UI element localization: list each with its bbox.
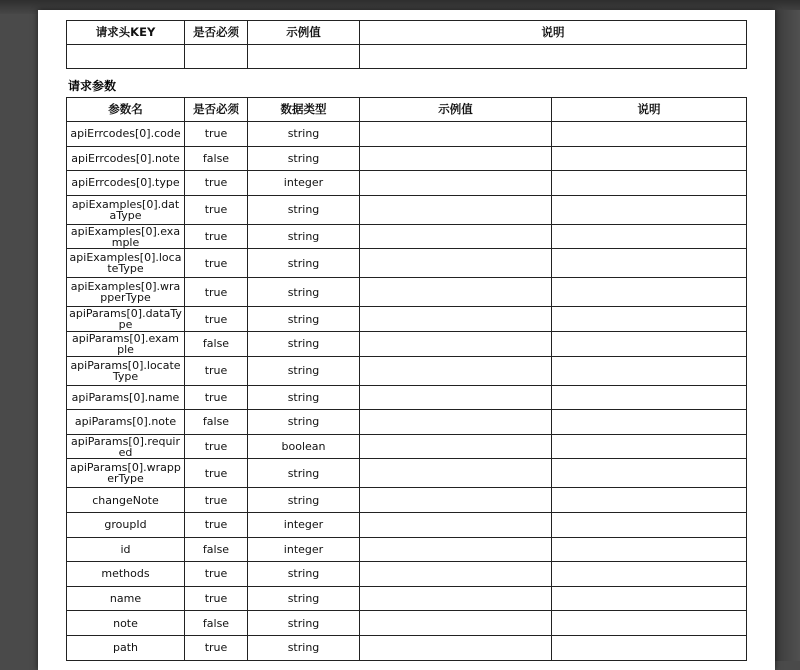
col-header-required: 是否必须 — [185, 21, 248, 45]
description-cell — [552, 586, 747, 611]
param-name-cell: apiExamples[0].locateType — [67, 249, 185, 278]
table-row — [67, 459, 747, 488]
data-type-cell: string — [248, 459, 360, 488]
param-name-cell: changeNote — [67, 488, 185, 513]
data-type-cell: integer — [248, 171, 360, 196]
table-row — [67, 249, 747, 278]
description-cell — [552, 307, 747, 332]
example-cell — [360, 410, 552, 435]
header-example-cell — [248, 45, 360, 69]
table-row — [67, 146, 747, 171]
example-cell — [360, 488, 552, 513]
example-cell — [360, 611, 552, 636]
required-cell: true — [185, 224, 248, 249]
data-type-cell: string — [248, 278, 360, 307]
table-row — [67, 278, 747, 307]
data-type-cell: integer — [248, 537, 360, 562]
table-row — [67, 224, 747, 249]
required-cell: true — [185, 586, 248, 611]
param-name-cell: groupId — [67, 512, 185, 537]
param-name-cell: apiExamples[0].wrapperType — [67, 278, 185, 307]
table-row — [67, 307, 747, 332]
data-type-cell: string — [248, 385, 360, 410]
header-table-row — [67, 45, 747, 69]
description-cell — [552, 562, 747, 587]
params-table-head-row — [67, 98, 747, 122]
description-cell — [552, 122, 747, 147]
example-cell — [360, 249, 552, 278]
document-page — [38, 10, 775, 670]
param-name-cell: apiErrcodes[0].note — [67, 146, 185, 171]
data-type-cell: integer — [248, 512, 360, 537]
data-type-cell: string — [248, 410, 360, 435]
example-cell — [360, 635, 552, 660]
data-type-cell: string — [248, 249, 360, 278]
description-cell — [552, 410, 747, 435]
description-cell — [552, 224, 747, 249]
required-cell: true — [185, 488, 248, 513]
data-type-cell: string — [248, 562, 360, 587]
data-type-cell: string — [248, 488, 360, 513]
col-description: 说明 — [552, 98, 747, 122]
required-cell: true — [185, 171, 248, 196]
example-cell — [360, 512, 552, 537]
table-row — [67, 356, 747, 385]
required-cell: true — [185, 562, 248, 587]
example-cell — [360, 146, 552, 171]
col-example: 示例值 — [360, 98, 552, 122]
data-type-cell: string — [248, 307, 360, 332]
param-name-cell: apiParams[0].example — [67, 331, 185, 356]
example-cell — [360, 278, 552, 307]
request-params-table — [66, 97, 747, 661]
description-cell — [552, 146, 747, 171]
col-required: 是否必须 — [185, 98, 248, 122]
header-description-cell — [360, 45, 747, 69]
description-cell — [552, 385, 747, 410]
col-data-type: 数据类型 — [248, 98, 360, 122]
required-cell: true — [185, 278, 248, 307]
example-cell — [360, 171, 552, 196]
param-name-cell: apiParams[0].dataType — [67, 307, 185, 332]
description-cell — [552, 434, 747, 459]
table-row — [67, 488, 747, 513]
required-cell: true — [185, 635, 248, 660]
required-cell: true — [185, 122, 248, 147]
example-cell — [360, 385, 552, 410]
param-name-cell: id — [67, 537, 185, 562]
param-name-cell: apiExamples[0].dataType — [67, 195, 185, 224]
data-type-cell: string — [248, 195, 360, 224]
table-row — [67, 611, 747, 636]
table-row — [67, 385, 747, 410]
table-row — [67, 195, 747, 224]
param-name-cell: apiParams[0].required — [67, 434, 185, 459]
param-name-cell: apiParams[0].locateType — [67, 356, 185, 385]
table-row — [67, 410, 747, 435]
param-name-cell: apiParams[0].note — [67, 410, 185, 435]
example-cell — [360, 195, 552, 224]
description-cell — [552, 459, 747, 488]
table-row — [67, 537, 747, 562]
required-cell: true — [185, 249, 248, 278]
col-param-name: 参数名 — [67, 98, 185, 122]
viewer-side-margin — [775, 10, 800, 661]
description-cell — [552, 171, 747, 196]
example-cell — [360, 356, 552, 385]
param-name-cell: apiErrcodes[0].code — [67, 122, 185, 147]
table-row — [67, 512, 747, 537]
required-cell: true — [185, 459, 248, 488]
required-cell: true — [185, 307, 248, 332]
param-name-cell: apiParams[0].name — [67, 385, 185, 410]
header-key-cell — [67, 45, 185, 69]
description-cell — [552, 278, 747, 307]
example-cell — [360, 586, 552, 611]
description-cell — [552, 356, 747, 385]
data-type-cell: string — [248, 611, 360, 636]
col-header-key: 请求头KEY — [67, 21, 185, 45]
param-name-cell: methods — [67, 562, 185, 587]
example-cell — [360, 459, 552, 488]
required-cell: false — [185, 611, 248, 636]
description-cell — [552, 249, 747, 278]
required-cell: true — [185, 512, 248, 537]
required-cell: false — [185, 410, 248, 435]
param-name-cell: apiExamples[0].example — [67, 224, 185, 249]
table-row — [67, 434, 747, 459]
example-cell — [360, 307, 552, 332]
table-row — [67, 635, 747, 660]
data-type-cell: string — [248, 224, 360, 249]
col-header-example: 示例值 — [248, 21, 360, 45]
example-cell — [360, 537, 552, 562]
description-cell — [552, 611, 747, 636]
example-cell — [360, 122, 552, 147]
table-row — [67, 562, 747, 587]
required-cell: true — [185, 385, 248, 410]
table-row — [67, 122, 747, 147]
param-name-cell: name — [67, 586, 185, 611]
data-type-cell: string — [248, 122, 360, 147]
description-cell — [552, 331, 747, 356]
example-cell — [360, 331, 552, 356]
example-cell — [360, 434, 552, 459]
params-table-body — [67, 122, 747, 661]
description-cell — [552, 195, 747, 224]
data-type-cell: string — [248, 146, 360, 171]
section-title-request-params: 请求参数 — [68, 79, 117, 93]
param-name-cell: note — [67, 611, 185, 636]
param-name-cell: apiErrcodes[0].type — [67, 171, 185, 196]
header-table-head-row — [67, 21, 747, 45]
table-row — [67, 586, 747, 611]
required-cell: true — [185, 434, 248, 459]
description-cell — [552, 488, 747, 513]
data-type-cell: boolean — [248, 434, 360, 459]
data-type-cell: string — [248, 331, 360, 356]
data-type-cell: string — [248, 586, 360, 611]
header-required-cell — [185, 45, 248, 69]
example-cell — [360, 562, 552, 587]
required-cell: true — [185, 195, 248, 224]
col-header-description: 说明 — [360, 21, 747, 45]
table-row — [67, 171, 747, 196]
required-cell: false — [185, 331, 248, 356]
description-cell — [552, 537, 747, 562]
data-type-cell: string — [248, 635, 360, 660]
description-cell — [552, 512, 747, 537]
param-name-cell: apiParams[0].wrapperType — [67, 459, 185, 488]
description-cell — [552, 635, 747, 660]
data-type-cell: string — [248, 356, 360, 385]
example-cell — [360, 224, 552, 249]
required-cell: true — [185, 356, 248, 385]
table-row — [67, 331, 747, 356]
param-name-cell: path — [67, 635, 185, 660]
required-cell: false — [185, 146, 248, 171]
request-header-table — [66, 20, 747, 69]
required-cell: false — [185, 537, 248, 562]
